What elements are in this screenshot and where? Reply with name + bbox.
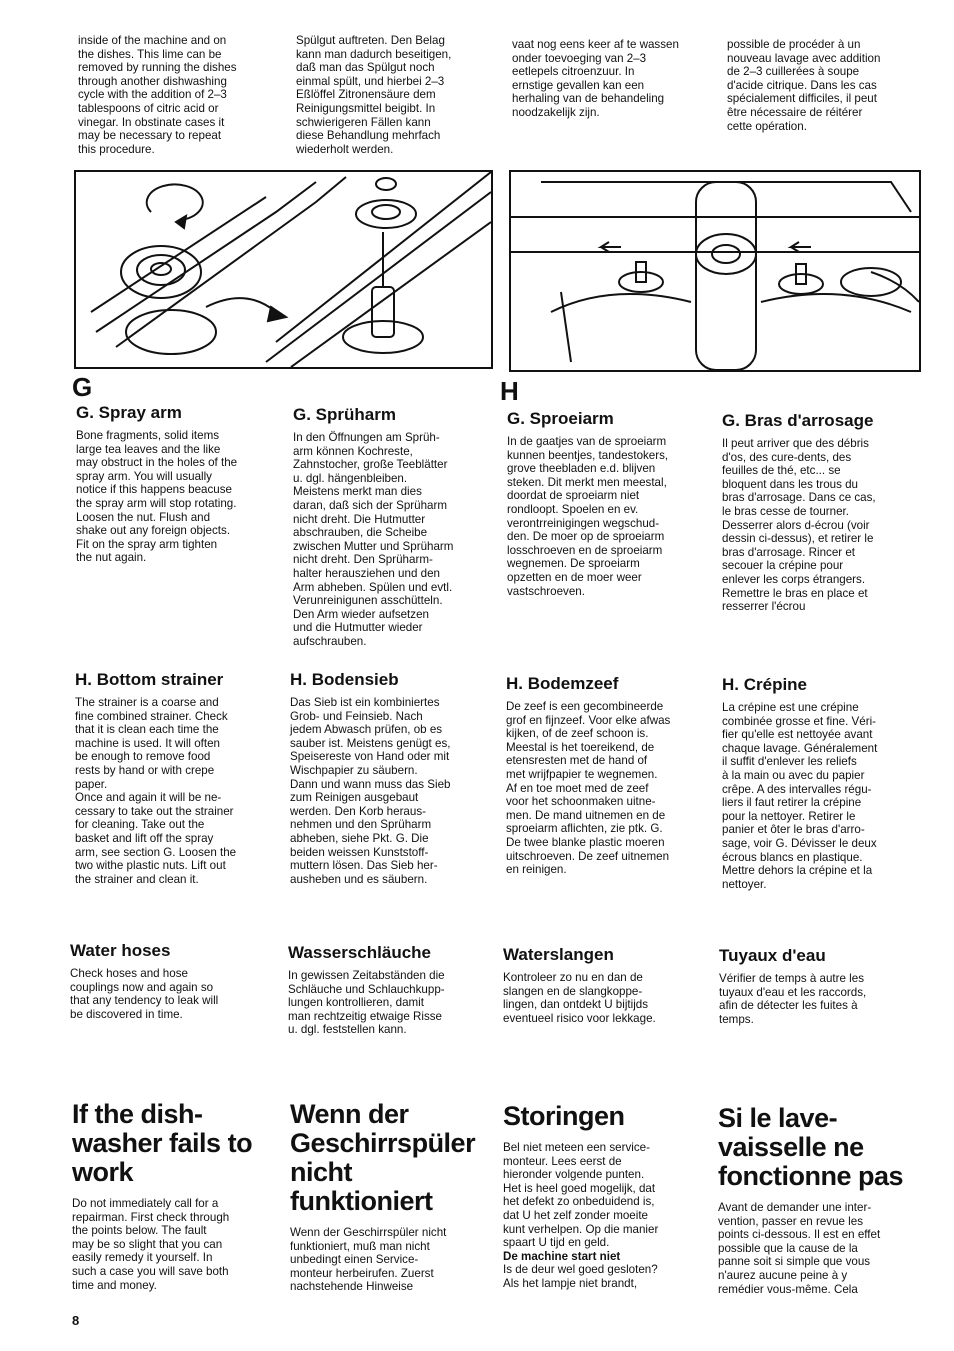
section-body: Check hoses and hose couplings now and again so that any tendency to leak will be discovered in time. <box>70 967 219 1021</box>
top-paragraph-de: Spülgut auftreten. Den Belag kann man dadurch beseitigen, daß man das Spülgut noch einmal spült, und hierbei 2–3 Eßlöffel Zitronensäure dem Reinigungsmittel beigibt. In schwierigeren Fällen kann diese Behandlung mehrfach wiederholt werden. <box>296 34 452 156</box>
section-body: Wenn der Geschirrspüler nicht funktioniert, muß man nicht unbedingt einen Service- monteur herbeirufen. Zuerst nachstehende Hinweise <box>290 1226 447 1294</box>
section-title: H. Bottom strainer <box>75 670 224 689</box>
top-paragraph-nl: vaat nog eens keer af te wassen onder toevoeging van 2–3 eetlepels citroenzuur. In ernstige gevallen kan een herhaling van de behandeling noodzakelijk zijn. <box>512 38 679 119</box>
section-heading: Wenn der Geschirrspüler nicht funktioniert <box>290 1099 476 1216</box>
section-heading: If the dish- washer fails to work <box>72 1099 253 1187</box>
section-title: H. Bodemzeef <box>506 674 619 693</box>
section-tail: Is de deur wel goed gesloten? Als het lampje niet brandt, <box>503 1263 658 1290</box>
section-body: Bone fragments, solid items large tea leaves and the like may obstruct in the holes of the spray arm. You will usually notice if this happens beacuse the spray arm will stop rotating. Loosen the nut. Flush and shake out any foreign objects. Fit on the spray arm tighten the nut again. <box>76 429 238 565</box>
section-body: Il peut arriver que des débris d'os, des cure-dents, des feuilles de thé, etc... se bloquent dans les trous du bras d'arrosage. Dans ce cas, le bras cesse de tourner. Desserrer alors d-écrou (voir dessin ci-dessus), et retirer le bras d'arrosage. Rincer et secouer la crépine pour enlever les corps étrangers. Remettre le bras en place et resserrer l'écrou <box>722 437 876 614</box>
figure-g-label: G <box>72 372 93 402</box>
section-heading: Si le lave- vaisselle ne fonctionne pas <box>718 1103 904 1191</box>
page-number: 8 <box>72 1313 80 1328</box>
strainer-illustration <box>511 172 919 370</box>
figure-h-label: H <box>500 376 519 406</box>
section-body: In den Öffnungen am Sprüh- arm können Kochreste, Zahnstocher, große Teeblätter u. dgl. hängenbleiben. Meistens merkt man dies daran, daß sich der Sprüharm nicht dreht. Die Hutmutter abschrauben, die Scheibe zwischen Mutter und Sprüharm nicht dreht. Den Sprüharm- halter herausziehen und den Arm abheben. Spülen und evtl. Verunreinigunen asschütteln. Den Arm wieder aufsetzen und die Hutmutter wieder aufschrauben. <box>293 431 454 648</box>
spray-arm-en <box>76 403 276 565</box>
section-body: Do not immediately call for a repairman. First check through the points below. The fault may be so slight that you can easily remedy it yourself. In such a case you will save both time and money. <box>72 1197 230 1292</box>
section-title: G. Sprüharm <box>293 405 396 424</box>
section-body: Das Sieb ist ein kombiniertes Grob- und Feinsieb. Nach jedem Abwasch prüfen, ob es sauber ist. Meistens genügt es, Speisereste von Hand oder mit Wischpapier zu säubern. Dann und wann muss das Sieb zum Reinigen ausgebaut werden. Den Korb heraus- nehmen und den Sprüharm abheben, siehe Pkt. G. Die beiden weissen Kunststoff- muttern lösen. Das Sieb her- ausheben und es säubern. <box>290 696 451 886</box>
hoses-fr <box>719 946 919 1026</box>
strainer-nl <box>506 674 706 877</box>
fails-nl <box>503 1102 708 1291</box>
section-body: Avant de demander une inter- vention, passer en revue les points ci-dessous. Il est en effet possible que la cause de la panne soit si simple que vous n'aurez aucune peine à y remédier vous-même. Cela <box>718 1201 881 1296</box>
strainer-fr <box>722 675 922 891</box>
section-title: G. Bras d'arrosage <box>722 411 874 430</box>
spray-arm-nl <box>507 409 707 598</box>
section-title: H. Crépine <box>722 675 808 694</box>
section-body: In gewissen Zeitabständen die Schläuche und Schlauchkupp- lungen kontrollieren, damit man rechtzeitig etwaige Risse u. dgl. feststellen kann. <box>288 969 445 1037</box>
spray-arm-de <box>293 405 493 649</box>
strainer-de <box>290 670 490 886</box>
figure-g-spray-arm <box>74 170 493 369</box>
section-title: G. Sproeiarm <box>507 409 614 428</box>
section-body: In de gaatjes van de sproeiarm kunnen beentjes, tandestokers, grove theebladen e.d. blijven steken. Dit merkt men meestal, doordat de sproeiarm niet rondloopt. Spoelen en ev. verontrreinigingen wegschud- den. De moer op de sproeiarm losschroeven en de sproeiarm wegnemen. De sproeiarm opzetten en de moer weer vastschroeven. <box>507 435 669 598</box>
section-title: Water hoses <box>70 941 171 960</box>
machine-not-start-line: De machine start niet <box>503 1249 621 1263</box>
section-body: Kontroleer zo nu en dan de slangen en de slangkoppe- lingen, dan ontdekt U bijtijds eventueel risico voor lekkage. <box>503 971 656 1025</box>
top-paragraph-en: inside of the machine and on the dishes. This lime can be removed by running the dishes through another dishwashing cycle with the addition of 2–3 tablespoons of citric acid or vinegar. In obstinate cases it may be necessary to repeat this procedure. <box>78 34 237 156</box>
section-title: G. Spray arm <box>76 403 182 422</box>
spray-arm-illustration <box>76 172 491 367</box>
section-body: La crépine est une crépine combinée grosse et fine. Véri- fier qu'elle est nettoyée avant chaque lavage. Généralement il suffit d'enlever les reliefs à la main ou avec du papier crêpe. A des intervalles régu- liers il faut retirer la crépine pour la nettoyer. Retirer le panier et ôter le bras d'arro- sage, voir G. Dévisser le deux écrous blancs en plastique. Mettre dehors la crépine et la nettoyer. <box>722 701 878 891</box>
section-title: Tuyaux d'eau <box>719 946 826 965</box>
section-title: H. Bodensieb <box>290 670 399 689</box>
hoses-de <box>288 943 488 1037</box>
fails-en <box>72 1100 277 1292</box>
fails-de <box>290 1100 495 1294</box>
section-body: Vérifier de temps à autre les tuyaux d'eau et les raccords, afin de détecter les fuites à temps. <box>719 972 867 1026</box>
section-title: Waterslangen <box>503 945 614 964</box>
figure-h-bottom-strainer <box>509 170 921 372</box>
hoses-nl <box>503 945 703 1025</box>
section-body: The strainer is a coarse and fine combined strainer. Check that it is clean each time the machine is used. It will often be enough to remove food rests by hand or with crepe paper. Once and again it will be ne- cessary to take out the strainer for cleaning. Take out the basket and lift off the spray arm, see section G. Loosen the two withe plastic nuts. Lift out the strainer and clean it. <box>75 696 237 886</box>
section-body: Bel niet meteen een service- monteur. Lees eerst de hieronder volgende punten. Het is heel goed mogelijk, dat het defekt zo onbeduidend is, dat U het zelf zonder moeite kunt verhelpen. Op die manier spaart U tijd en geld. <box>503 1141 659 1250</box>
spray-arm-fr <box>722 411 922 614</box>
strainer-en <box>75 670 275 886</box>
section-title: Wasserschläuche <box>288 943 431 962</box>
hoses-en <box>70 941 270 1021</box>
top-paragraph-fr: possible de procéder à un nouveau lavage avec addition de 2–3 cuillerées à soupe d'acide citrique. Dans les cas spécialement difficiles, il peut être nécessaire de réitérer cette opération. <box>727 38 881 133</box>
section-body: De zeef is een gecombineerde grof en fijnzeef. Voor elke afwas kijken, of de zeef schoon is. Meestal is het toereikend, de etensresten met de hand of met wrijfpapier te wegnemen. Af en toe moet med de zeef voor het schoonmaken uitne- men. De mand uitnemen en de sproeiarm aflichten, zie ptk. G. De twee blanke plastic moeren uitschroeven. De zeef uitnemen en reinigen. <box>506 700 671 877</box>
section-heading: Storingen <box>503 1101 625 1131</box>
fails-fr <box>718 1104 923 1296</box>
